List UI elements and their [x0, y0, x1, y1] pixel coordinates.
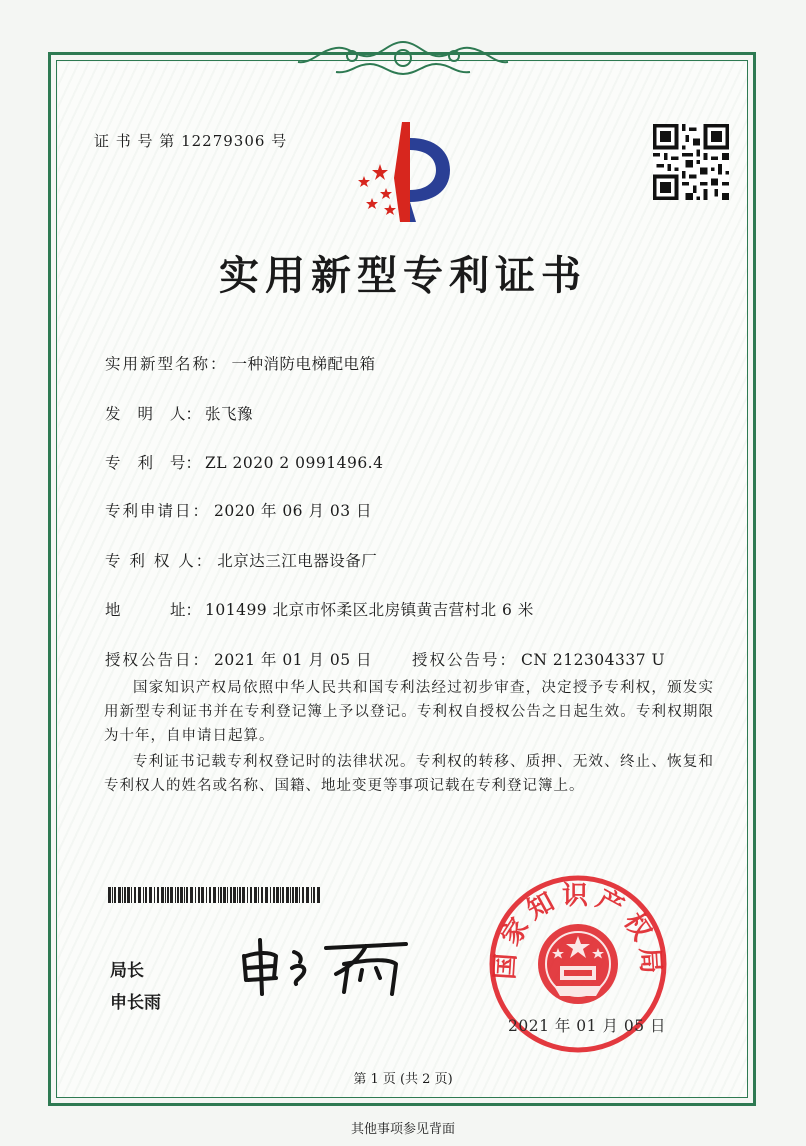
signatory-role: 局长	[110, 961, 144, 981]
field-value: 2020 年 06 月 03 日	[214, 502, 373, 520]
field-grant-date	[105, 648, 372, 670]
field-value: CN 212304337 U	[521, 651, 666, 669]
field-label	[105, 402, 201, 424]
label-char: 明	[137, 405, 153, 423]
label-char: 发	[105, 405, 121, 423]
label-char: 号：	[169, 454, 201, 472]
field-grant-publication-number	[412, 648, 665, 670]
field-label: 授权公告号：	[412, 651, 518, 669]
seal-text: 国家知识产权局	[490, 881, 666, 981]
field-label: 授权公告日：	[105, 651, 211, 669]
signatory-name: 申长雨	[110, 993, 161, 1013]
grant-statement-paragraph: 国家知识产权局依照中华人民共和国专利法经过初步审查，决定授予专利权，颁发实用新型专利证书并在专利登记簿上予以登记。专利权自授权公告之日起生效。专利权期限为十年，自申请日起算。	[104, 680, 714, 744]
field-value: ZL 2020 2 0991496.4	[205, 454, 384, 472]
label-char: 人：	[169, 405, 201, 423]
certificate-title: 实用新型专利证书	[219, 253, 587, 299]
label-char: 址：	[169, 601, 201, 619]
field-filing-date	[105, 499, 372, 521]
certificate-number-suffix: 号	[271, 132, 288, 150]
seal-date: 2021 年 01 月 05 日	[508, 1017, 667, 1035]
field-patent-number	[105, 451, 383, 473]
field-value: 北京达三江电器设备厂	[217, 552, 378, 570]
certificate-number-value: 12279306	[181, 132, 266, 150]
field-label	[105, 598, 201, 620]
field-value: 张飞豫	[205, 405, 254, 423]
field-address	[105, 598, 534, 620]
top-ornament-icon	[290, 34, 516, 82]
certificate-number	[94, 130, 287, 151]
label-char: 专	[105, 454, 121, 472]
field-label: 实用新型名称：	[105, 355, 228, 373]
patent-emblem-icon	[350, 118, 460, 228]
back-side-note: 其他事项参见背面	[350, 1122, 455, 1137]
barcode-icon	[108, 887, 320, 903]
field-label	[105, 451, 201, 473]
handwritten-signature	[236, 934, 412, 996]
label-char: 地	[105, 601, 121, 619]
qr-code-icon	[653, 124, 729, 200]
field-utility-model-name	[105, 352, 376, 374]
field-value: 一种消防电梯配电箱	[231, 355, 376, 373]
field-value: 101499 北京市怀柔区北房镇黄吉营村北 6 米	[205, 601, 534, 619]
field-value: 2021 年 01 月 05 日	[214, 651, 373, 669]
field-patentee	[105, 549, 377, 571]
legal-status-paragraph: 专利证书记载专利权登记时的法律状况。专利权的转移、质押、无效、终止、恢复和专利权人的姓名或名称、国籍、地址变更等事项记载在专利登记簿上。	[104, 754, 714, 794]
field-label: 专利申请日：	[105, 502, 211, 520]
certificate-number-label: 证 书 号 第	[94, 132, 176, 150]
field-inventor	[105, 402, 253, 424]
page-number: 第 1 页 (共 2 页)	[353, 1072, 453, 1087]
label-char: 利	[137, 454, 153, 472]
field-label: 专 利 权 人：	[105, 552, 214, 570]
